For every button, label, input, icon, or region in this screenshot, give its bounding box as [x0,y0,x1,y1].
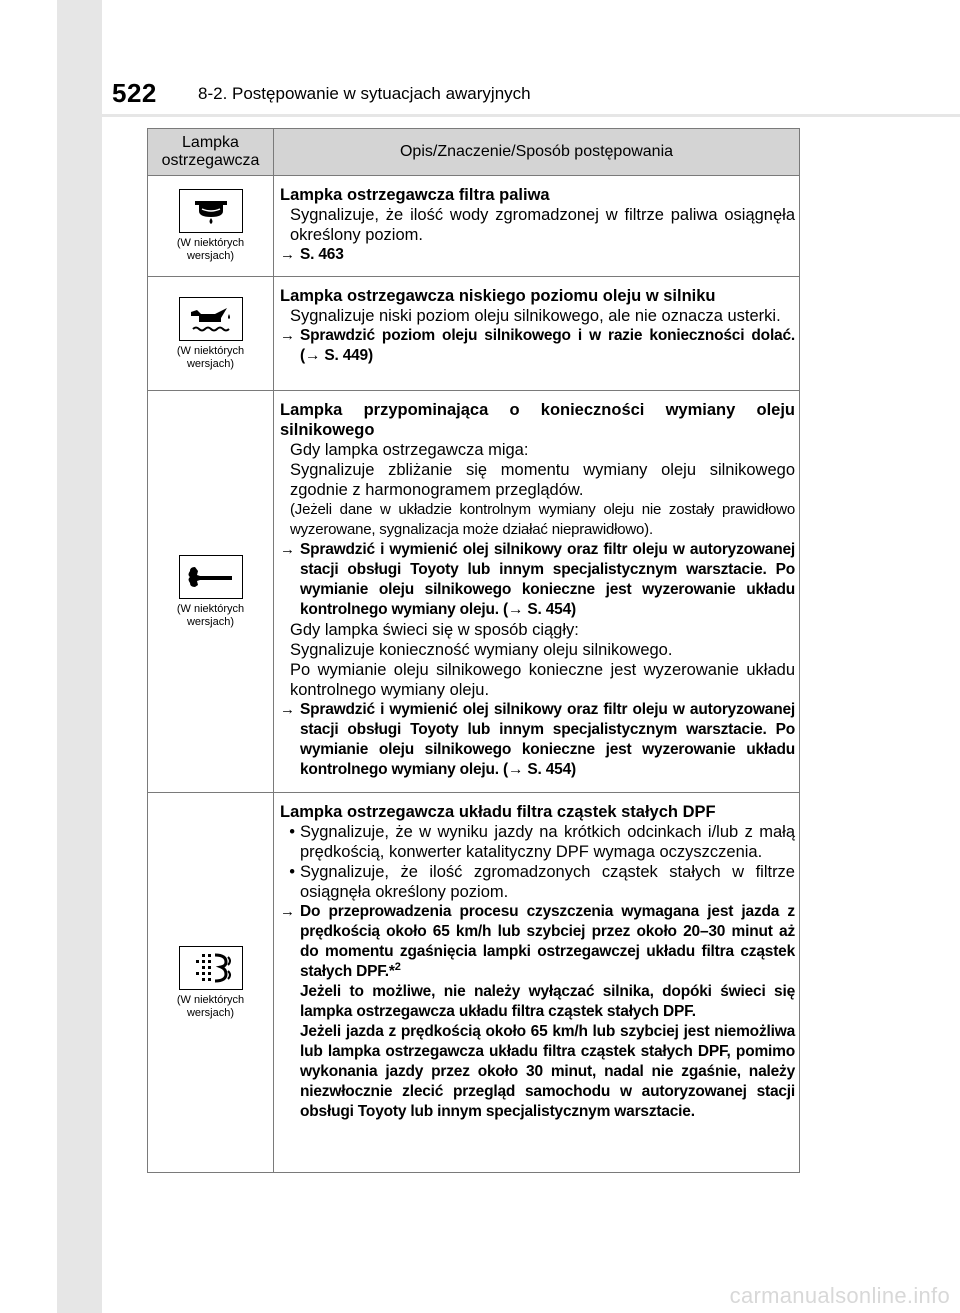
row-title: Lampka ostrzegawcza niskiego poziomu oleju w silniku [280,287,716,305]
bullet-item: • Sygnalizuje, że w wyniku jazdy na krótkich odcinkach i/lub z małą prędkością, konwerter katalityczny DPF wymaga oczyszczenia. [280,822,795,862]
fuel-filter-water-icon [179,189,243,233]
description-cell [274,176,800,277]
page-header [102,74,960,114]
lamp-cell: (W niektórych wersjach) [148,391,274,793]
row-description: Sygnalizuje, że ilość wody zgromadzonej w filtrze paliwa osiągnęła określony poziom. [290,206,795,244]
action-instruction: → Sprawdzić i wymienić olej silnikowy oraz filtr oleju w autoryzowanej stacji obsługi Toyoty lub innym specjalistycznym warsztacie. Po wymianie oleju silnikowego konieczne jest wyzerowanie układu kontrolnego wymiany oleju. (→ S. 454) [280,701,795,778]
arrow-icon: → [280,701,295,718]
watermark: carmanualsonline.info [729,1283,950,1308]
service-advice: Jeżeli jazda z prędkością około 65 km/h lub szybciej jest niemożliwa lub lampka ostrzegawcza układu filtra cząstek stałych DPF, pomimo wykonania jazdy przez około 30 minut, nadal nie zgaśnie, należy niezwłocznie zlecić przegląd samochodu w autoryzowanej stacji obsługi Toyoty lub innym specjalistycznym warsztacie. [300,1023,795,1120]
low-oil-level-icon [179,297,243,341]
description-cell [274,391,800,793]
page-reference: → S. 463 [280,246,344,263]
lamp-cell: (W niektórych wersjach) [148,793,274,1173]
steady-description: Sygnalizuje konieczność wymiany oleju silnikowego. [290,641,673,659]
blink-label: Gdy lampka ostrzegawcza miga: [290,441,529,459]
section-title: 8-2. Postępowanie w sytuacjach awaryjnych [198,84,531,103]
lamp-cell: (W niektórych wersjach) [148,176,274,277]
blink-note: (Jeżeli dane w układzie kontrolnym wymiany oleju nie zostały prawidłowo wyzerowane, sygnalizacja może działać nieprawidłowo). [290,501,795,538]
arrow-icon: → [280,327,295,344]
header-rule [102,114,960,117]
arrow-icon: → [280,903,295,920]
row-title: Lampka ostrzegawcza filtra paliwa [280,186,550,204]
page-number: 522 [112,78,157,108]
table-row [148,793,800,1173]
bullet-icon: • [289,863,295,881]
table-row [148,391,800,793]
lamp-cell: (W niektórych wersjach) [148,277,274,391]
dpf-filter-icon [179,946,243,990]
table-row [148,176,800,277]
bullet-item: • Sygnalizuje, że ilość zgromadzonych cząstek stałych w filtrze osiągnęła określony poziom. [280,862,795,902]
footnote-marker: 2 [394,960,401,973]
description-cell [274,793,800,1173]
action-instruction: → Sprawdzić poziom oleju silnikowego i w razie konieczności dolać. (→ S. 449) [280,327,795,364]
wrench-icon [179,555,243,599]
table-row [148,277,800,391]
table-header-row [148,129,800,176]
blink-description: Sygnalizuje zbliżanie się momentu wymiany oleju silnikowego zgodnie z harmonogramem przeglądów. [290,461,795,499]
steady-description: Po wymianie oleju silnikowego konieczne jest wyzerowanie układu kontrolnego wymiany oleju. [290,661,795,699]
description-cell [274,277,800,391]
arrow-icon: → [280,541,295,558]
col-header-description: Opis/Znaczenie/Sposób postępowania [274,129,800,176]
arrow-icon: → [280,246,295,263]
warning-lights-table [147,128,800,1173]
action-instruction: → Sprawdzić i wymienić olej silnikowy oraz filtr oleju w autoryzowanej stacji obsługi Toyoty lub innym specjalistycznym warsztacie. Po wymianie oleju silnikowego konieczne jest wyzerowanie układu kontrolnego wymiany oleju. (→ S. 454) [280,541,795,618]
row-description: Sygnalizuje niski poziom oleju silnikowego, ale nie oznacza usterki. [290,307,781,325]
action-instruction: → Do przeprowadzenia procesu czyszczenia wymagana jest jazda z prędkością około 65 km/h lub szybciej przez około 20–30 minut aż do momentu zgaśnięcia lampki ostrzegawczej układu filtra cząstek stałych DPF.*$^2$ [280,903,795,980]
col-header-lamp: Lampka ostrzegawcza [148,129,274,176]
row-title: Lampka ostrzegawcza układu filtra cząstek stałych DPF [280,803,716,821]
steady-label: Gdy lampka świeci się w sposób ciągły: [290,621,579,639]
page-sidebar-band [57,0,102,1313]
row-title: Lampka przypominająca o konieczności wymiany oleju silnikowego [280,401,795,439]
bullet-icon: • [289,823,295,841]
engine-off-advice: Jeżeli to możliwe, nie należy wyłączać silnika, dopóki świeci się lampka ostrzegawcza układu filtra cząstek stałych DPF. [300,983,795,1020]
